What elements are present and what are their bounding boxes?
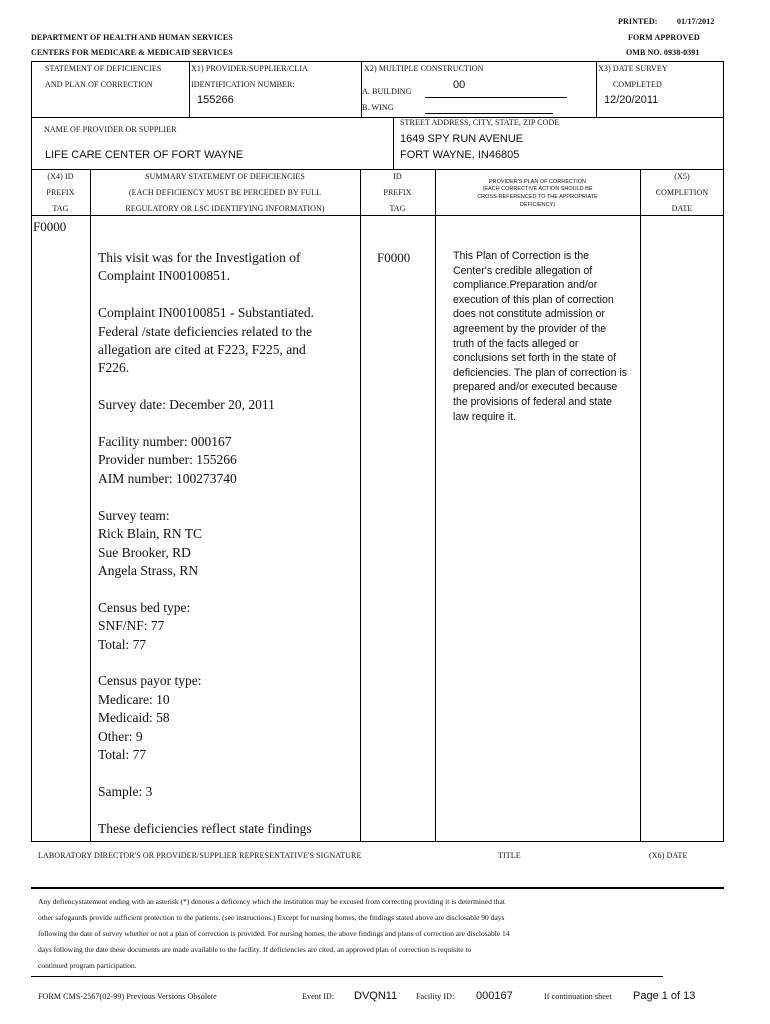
x6-date-label: (X6) DATE: [649, 851, 688, 860]
summary-subheading-2: REGULATORY OR LSC IDENTIFYING INFORMATION): [125, 204, 325, 213]
id-label: ID: [393, 172, 402, 181]
agency-name: CENTERS FOR MEDICARE & MEDICAID SERVICES: [31, 48, 233, 57]
x4-id-label: (X4) ID: [47, 172, 74, 181]
divider: [393, 117, 394, 170]
disclaimer-line-5: continued program participation.: [38, 961, 137, 970]
signature-label: LABORATORY DIRECTOR'S OR PROVIDER/SUPPLIER REPRESENTATIVE'S SIGNATURE: [38, 851, 362, 860]
multiple-construction-label: X2) MULTIPLE CONSTRUCTION: [364, 64, 484, 73]
divider: [596, 61, 597, 118]
printed-label: PRINTED:: [618, 17, 658, 26]
tag-label: TAG: [389, 204, 406, 213]
date-label: DATE: [671, 204, 693, 213]
continuation-label: If continuation sheet: [544, 992, 612, 1001]
omb-number: OMB NO. 0938-0391: [626, 48, 700, 57]
col-divider: [435, 169, 436, 842]
department-name: DEPARTMENT OF HEALTH AND HUMAN SERVICES: [31, 33, 233, 42]
summary-statement: This visit was for the Investigation of Complaint IN00100851. Complaint IN00100851 - Substantiated. Federal /state deficiencies related to the allegation are cited at F223, F225, and F226. Survey date: December 20, 2011 Facility number: 000167 Provider number: 155266 AIM number: 100273740 Survey team: Rick Blain, RN TC Sue Brooker, RD Angela Strass, RN Census bed type: SNF/NF: 77 Total: 77 Census payor type: Medicare: 10 Medicaid: 58 Other: 9 Total: 77 Sample: 3 These deficiencies reflect state findings: [98, 250, 314, 836]
disclaimer-line-2: other safegaurds provide sufficient protection to the patients. (see instructions.) Except for nursing homes, the findings stated above are disclosable 90 days: [38, 913, 505, 922]
page-number: Page 1 of 13: [633, 990, 696, 1002]
header-row-divider: [31, 215, 724, 216]
date-survey-label: X3) DATE SURVEY: [598, 64, 668, 73]
separator: [31, 887, 724, 889]
divider: [189, 61, 190, 118]
poc-heading: PROVIDER'S PLAN OF CORRECTION: [488, 179, 586, 185]
building-underline: [425, 97, 567, 98]
provider-name-label: NAME OF PROVIDER OR SUPPLIER: [44, 125, 177, 134]
title-label: TITLE: [498, 851, 521, 860]
facility-id-value: 000167: [476, 990, 513, 1002]
poc-subheading: (EACH CORRECTIVE ACTION SHOULD BE: [482, 186, 593, 192]
event-id-label: Event ID:: [302, 992, 335, 1001]
building-value: 00: [453, 79, 466, 91]
provider-id-value: 155266: [197, 94, 234, 106]
wing-label: B. WING: [362, 103, 394, 112]
x5-label: (X5): [674, 172, 690, 181]
col-divider: [360, 169, 361, 842]
col-divider: [90, 169, 91, 842]
address-label: STREET ADDRESS, CITY, STATE, ZIP CODE: [400, 118, 560, 127]
disclaimer-line-3: following the date of survey whether or not a plan of correction is provided. For nursing homes, the above findings and plans of correction are disclosable 14: [38, 929, 510, 938]
completion-label: COMPLETION: [655, 188, 709, 197]
poc-subheading-2: CROSS-REFERENCED TO THE APPROPRIATE: [477, 194, 598, 200]
x4-prefix-label: PREFIX: [46, 188, 75, 197]
plan-of-correction-label: AND PLAN OF CORRECTION: [45, 80, 153, 89]
plan-of-correction-text: This Plan of Correction is the Center's credible allegation of compliance.Preparation and/or execution of this plan of correction does not constitute admission or agreement by the provider of the truth of the facts alleged or conclusions set forth in the state of deficiencies. The plan of correction is prepared and/or executed because the provisions of federal and state law require it.: [453, 250, 628, 423]
left-tag: F0000: [33, 219, 67, 234]
completed-label: COMPLETED: [613, 80, 662, 89]
identification-number-label: IDENTIFICATION NUMBER:: [191, 80, 295, 89]
facility-id-label: Facility ID:: [416, 992, 455, 1001]
wing-underline: [425, 113, 553, 114]
summary-subheading: (EACH DEFICIENCY MUST BE PERCEDED BY FULL: [128, 188, 322, 197]
disclaimer-line-4: days following the date these documents are made available to the facility. If deficiencies are cited, an approved plan of correction is requisite to: [38, 945, 472, 954]
statement-label: STATEMENT OF DEFICIENCIES: [45, 64, 162, 73]
survey-date-value: 12/20/2011: [604, 94, 659, 106]
disclaimer-line-1: Any defiencystatement ending with an asterisk (*) denotes a deficency which the institution may be excused from correcting providing it is determined that: [38, 897, 505, 906]
form-approved: FORM APPROVED: [628, 33, 700, 42]
provider-id-label: X1) PROVIDER/SUPPLIER/CLIA: [191, 64, 309, 73]
printed-date: 01/17/2012: [677, 17, 715, 26]
right-tag: F0000: [377, 250, 411, 265]
col-divider: [640, 169, 641, 842]
address-line1: 1649 SPY RUN AVENUE: [400, 133, 524, 145]
poc-subheading-3: DEFICIENCY): [519, 202, 556, 208]
summary-heading: SUMMARY STATEMENT OF DEFICIENCIES: [145, 172, 305, 181]
event-id-value: DVQN11: [354, 990, 398, 1002]
form-number: FORM CMS-2567(02-99) Previous Versions Obsolete: [38, 992, 217, 1001]
address-line2: FORT WAYNE, IN46805: [400, 149, 520, 161]
x4-tag-label: TAG: [52, 204, 69, 213]
provider-name-value: LIFE CARE CENTER OF FORT WAYNE: [45, 149, 244, 161]
prefix-label: PREFIX: [383, 188, 412, 197]
footer-separator: [31, 976, 663, 977]
building-label: A. BUILDING: [362, 87, 412, 96]
